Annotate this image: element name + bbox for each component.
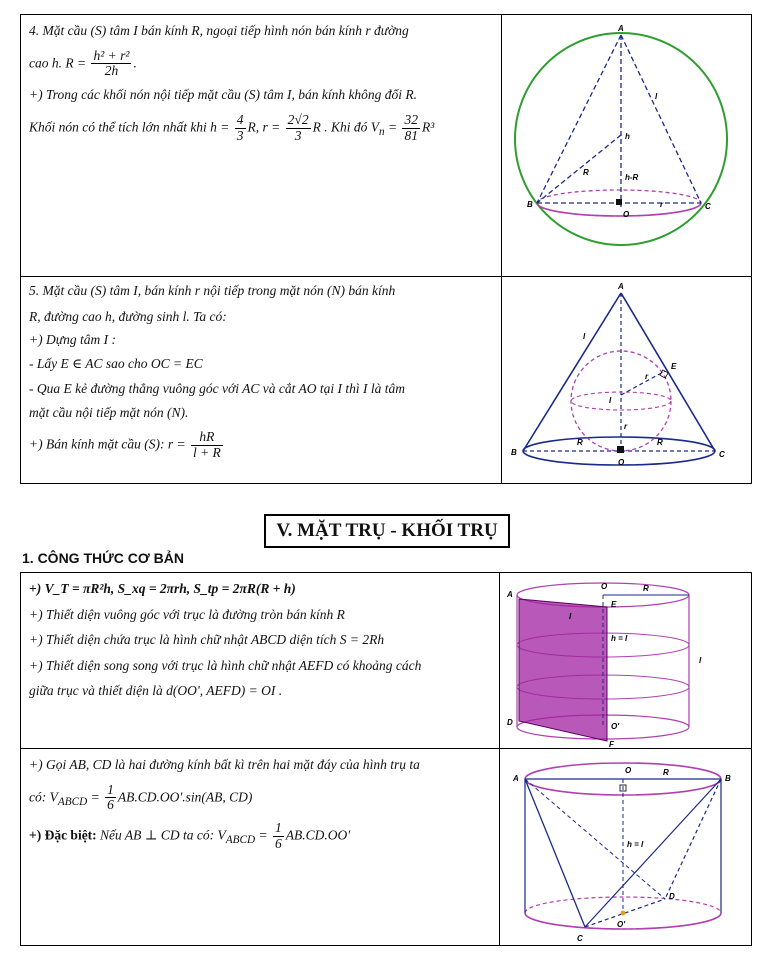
label-R: R — [663, 768, 669, 777]
label-hR: h-R — [625, 173, 639, 182]
item-5-line6: mặt cầu nội tiếp mặt nón (N). — [29, 404, 189, 420]
label-h: h = l — [611, 634, 628, 643]
tet-line2-frac — [105, 783, 116, 814]
label-E: E — [611, 600, 617, 609]
item-4-h-num: 4 — [236, 111, 244, 127]
row-cylinder-tetra — [21, 749, 751, 947]
section-aefd — [519, 599, 607, 741]
item-5-line1: 5. Mặt cầu (S) tâm I, bán kính r nội tiếp trong mặt nón (N) bán kính — [29, 283, 396, 298]
item-5-line2: R, đường cao h, đường sinh l. Ta có: — [29, 308, 227, 324]
item-4-line3: +) Trong các khối nón nội tiếp mặt cầu (S) tâm I, bán kính không đổi R. — [29, 87, 418, 103]
label-r2: r — [624, 422, 628, 431]
item-4-vsub: n — [378, 125, 385, 138]
label-B: B — [511, 448, 517, 457]
cyl-line1-text: +) V_T = πR²h, S_xq = 2πrh, S_tp = 2πR(R + h) — [29, 581, 296, 596]
item-4-formula-r: R = — [65, 55, 87, 70]
cylinder-tetra-text — [29, 755, 495, 856]
row-cylinder-formulas — [21, 573, 751, 749]
label-E: E — [671, 362, 677, 371]
radius-ie — [621, 371, 665, 395]
item-4-v-den: 81 — [404, 127, 418, 143]
tet-line2-prefix: có: V — [29, 789, 58, 804]
item-4-h-frac — [235, 113, 246, 144]
item-4-line2-prefix: cao h. — [29, 55, 62, 70]
edge-ad — [525, 779, 665, 899]
item-4-eq: = — [384, 119, 398, 135]
item-4-fraction — [91, 49, 131, 80]
item-5-fraction — [191, 430, 223, 461]
figure-cylinder-tetrahedron — [503, 751, 749, 945]
tet-line2-sub: ABCD — [57, 795, 88, 808]
label-r: r — [645, 372, 649, 381]
item-4-frac-num: h² + r² — [93, 47, 130, 63]
item-4-v-num: 32 — [404, 111, 418, 127]
figure-cylinder-section — [503, 577, 749, 749]
cyl-line2: +) Thiết diện vuông góc với trục là đường tròn bán kính R — [29, 606, 345, 622]
label-F: F — [609, 740, 614, 749]
table-sphere-cone — [20, 14, 752, 484]
tet-line3-frac — [273, 821, 284, 852]
label-O: O — [623, 210, 630, 219]
label-A: A — [618, 24, 624, 33]
label-r: r — [660, 200, 664, 209]
label-Op: O' — [611, 722, 620, 731]
cylinder-formulas-text — [29, 579, 495, 705]
item-5-line7-prefix: +) Bán kính mặt cầu (S): r = — [29, 436, 186, 452]
label-D: D — [669, 892, 675, 901]
edge-ac — [525, 779, 585, 927]
item-5-frac-den: l + R — [192, 445, 221, 461]
label-D: D — [507, 718, 513, 727]
cyl-line5: giữa trục và thiết diện là d(OO', AEFD) = OI . — [29, 683, 283, 699]
tet-line3-den: 6 — [274, 836, 282, 852]
label-R: R — [583, 168, 589, 177]
item-4-r-den: 3 — [294, 127, 302, 143]
cyl-line3: +) Thiết diện chứa trục là hình chữ nhật ABCD diện tích S = 2Rh — [29, 632, 385, 648]
tet-line3-mid: Nếu AB ⊥ CD ta có: V — [96, 827, 226, 843]
item-5-text — [29, 281, 495, 465]
label-R: R — [643, 584, 649, 593]
tet-line3 — [29, 821, 495, 852]
subsection-title: 1. CÔNG THỨC CƠ BẢN — [22, 550, 185, 566]
tet-line2-tail: AB.CD.OO'.sin(AB, CD) — [117, 789, 253, 804]
tet-line2-den: 6 — [107, 797, 114, 813]
cone-edge-ac — [621, 293, 715, 451]
label-l: l — [655, 92, 658, 101]
label-B: B — [725, 774, 731, 783]
label-l: l — [583, 332, 586, 341]
item-5-line5: - Qua E kẻ đường thẳng vuông góc với AC và cắt AO tại I thì I là tâm — [29, 381, 405, 397]
item-4-line1: 4. Mặt cầu (S) tâm I bán kính R, ngoại tiếp hình nón bán kính r đường — [29, 23, 409, 38]
item-5-line3: +) Dựng tâm I : — [29, 332, 116, 348]
item-4-line2: cao h. R = $\frac{\text{h² + r²}}{2h}$ . — [29, 47, 137, 79]
row-item-4 — [21, 15, 751, 277]
item-4-r-num: 2√2 — [287, 111, 309, 127]
label-A: A — [507, 590, 513, 599]
table-cylinder — [20, 572, 752, 946]
item-5-line4: - Lấy E ∈ AC sao cho OC = EC — [29, 355, 203, 371]
label-R: R — [577, 438, 583, 447]
label-h: h — [625, 132, 630, 141]
tet-line3-sub: ABCD — [225, 834, 256, 847]
label-I: I — [569, 612, 572, 621]
label-O: O — [601, 582, 608, 591]
label-O: O — [618, 458, 625, 467]
figure-cone-inscribed-sphere — [505, 279, 749, 483]
tet-line1: +) Gọi AB, CD là hai đường kính bất kì trên hai mặt đáy của hình trụ ta — [29, 757, 420, 772]
radius-ib — [537, 135, 621, 203]
tet-line3-bold: +) Đặc biệt: — [29, 827, 97, 843]
cyl-line4: +) Thiết diện song song với trục là hình chữ nhật AEFD có khoảng cách — [29, 657, 422, 673]
edge-bc — [585, 779, 721, 927]
right-angle-mark — [617, 446, 624, 453]
item-4-r-eq: R, r = — [247, 119, 281, 135]
item-4-frac-den: 2h — [104, 63, 119, 79]
item-4-r-frac — [286, 113, 311, 144]
point-op — [621, 911, 626, 916]
section-title-text: V. MẶT TRỤ - KHỐI TRỤ — [276, 520, 498, 541]
tet-line2-num: 1 — [107, 781, 114, 797]
label-C: C — [719, 450, 725, 459]
tet-line3-num: 1 — [274, 820, 282, 836]
label-C: C — [577, 934, 583, 943]
row-item-5 — [21, 277, 751, 485]
item-4-mid: R . Khi đó V — [312, 119, 379, 135]
item-4-h-den: 3 — [236, 127, 244, 143]
label-A: A — [513, 774, 519, 783]
label-R2: R — [657, 438, 663, 447]
tet-line3-tail: AB.CD.OO' — [285, 827, 351, 843]
item-5-line7 — [29, 430, 495, 461]
cyl-line1 — [29, 579, 495, 599]
cone-edge-ab — [523, 293, 621, 451]
tet-line2-eq: = — [87, 789, 100, 804]
item-4-line4 — [29, 113, 495, 144]
label-O: O — [625, 766, 632, 775]
item-4-v-frac — [402, 113, 420, 144]
label-A: A — [618, 282, 624, 291]
edge-bd — [665, 779, 721, 899]
label-I: I — [609, 396, 612, 405]
label-B: B — [527, 200, 533, 209]
right-angle-mark — [616, 199, 622, 205]
item-4-line4-prefix: Khối nón có thể tích lớn nhất khi h = — [29, 119, 230, 135]
label-h: h = l — [627, 840, 644, 849]
item-4-text — [29, 21, 495, 148]
section-title — [264, 514, 510, 548]
tet-line3-eq: = — [255, 827, 268, 843]
label-C: C — [705, 202, 711, 211]
tet-line2 — [29, 783, 495, 814]
item-5-frac-num: hR — [191, 430, 223, 446]
figure-sphere-circumscribed-cone — [505, 17, 749, 275]
label-l: l — [699, 656, 702, 665]
label-Op: O' — [617, 920, 626, 929]
item-4-tail: R³ — [421, 119, 435, 135]
